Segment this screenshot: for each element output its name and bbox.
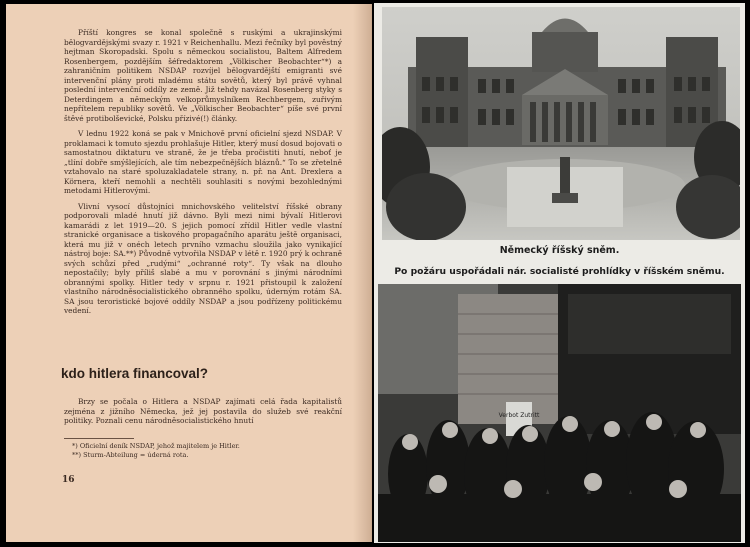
paragraph-1: Příští kongres se konal společně s ruskými a ukrajinskými bělogvardějskými svazy r. 1921 v Reichenhallu. Mezi řečníky byl pověstný hejtman Skoropadski. Spolu s německou socialistou, Baltem Alfredem Rosenbergem, pozdějším šéfredaktorem „Völkischer Beobachter“*) a zahraničním politikem NSDAP rozvíjel bělogvardějští emigranti své intervenční plány proti mladému státu sovětů, který byl právě vyhnal poslední intervenční oddíly ze země. Již tehdy navázal Rosenberg styky s Deterdingem a německým velkoprůmyslníkem Rechbergem, zuřivým nepřítelem republiky sovětů. Ve „Völkischer Beobachter“ píše své první štěvé protibolševické, Polsku přízivé(!) články. — [64, 28, 342, 123]
body-text — [64, 28, 342, 322]
left-page — [6, 4, 372, 542]
paragraph-3: Vlivní vysocí důstojníci mnichovského velitelství říšské obrany podporovali mladé hnutí již dávno. Byli mezi nimi bývalí Hitlerovi kamarádi z let 1919—20. S jejich pomocí zřídil Hitler vedle vlastní stranické organisace a tiskového propagačního aparátu ještě organisaci, která mu již v onéch letech prvního vzmachu sloužila jako vynikající nástroj boje: SA.**) Původně vytvořila NSDAP v létě r. 1920 prý k ochraně svých schůzí před „rudými“ „ochranné roty“. Ty však na dlouho nepostačily; byly příliš slabé a mu v porovnání s jinými národními obrannými spolky. Hitler tedy v srpnu r. 1921 přistoupil k založení vlastního národněsocialistického obranného spolku, úderným rotám SA. SA jsou teroristické bojové oddíly NSDAP a jsou podřízeny politickému vedení. — [64, 201, 342, 315]
footnote-rule — [64, 438, 134, 439]
section-heading: kdo hitlera financoval? — [61, 366, 209, 381]
footnotes — [72, 442, 240, 459]
sign-text: Verbot Zutritt — [498, 412, 540, 419]
footnote-2: **) Sturm-Abteilung = úderná rota. — [72, 450, 189, 459]
body-text-after-heading — [64, 397, 342, 426]
photo-caption-top: Německý říšský sněm. — [499, 245, 620, 256]
right-page — [374, 3, 745, 543]
reichstag-search-illustration — [378, 284, 741, 542]
reichstag-photo — [382, 7, 740, 240]
page-gutter-shade — [353, 4, 371, 542]
photo-caption-bottom: Po požáru uspořádali nár. socialisté prohlídky v říšském sněmu. — [394, 266, 725, 277]
paragraph-4: Brzy se počala o Hitlera a NSDAP zajímati celá řada kapitalistů zejména z jižního Německa, jež jej postavila do služeb své reakční politiky. Poznali cenu národněsocialistického hnutí — [64, 397, 342, 425]
search-photo — [378, 284, 741, 542]
paragraph-2: V lednu 1922 koná se pak v Mnichově první oficielní sjezd NSDAP. V proklamaci k tomuto sjezdu prohlašuje Hitler, který musí dosud bojovati o samostatnou diktaturu ve straně, že je třeba pročistiti hnutí, neboť je „tlíní dobře smýšlejících, ale tím nebezpečnějších bláznů.“ To se zřetelně vztahovalo na staré spoluzakladatele strany, n. př. na Ant. Drexlera a Körnera, kteří nemohli a nechtěli souhlasiti s novými bezohlednými metodami Hitlerovými. — [64, 129, 342, 195]
reichstag-illustration — [382, 7, 740, 240]
footnote-1: *) Oficielní deník NSDAP, jehož majitelem je Hitler. — [72, 442, 240, 450]
page-number: 16 — [62, 475, 75, 485]
